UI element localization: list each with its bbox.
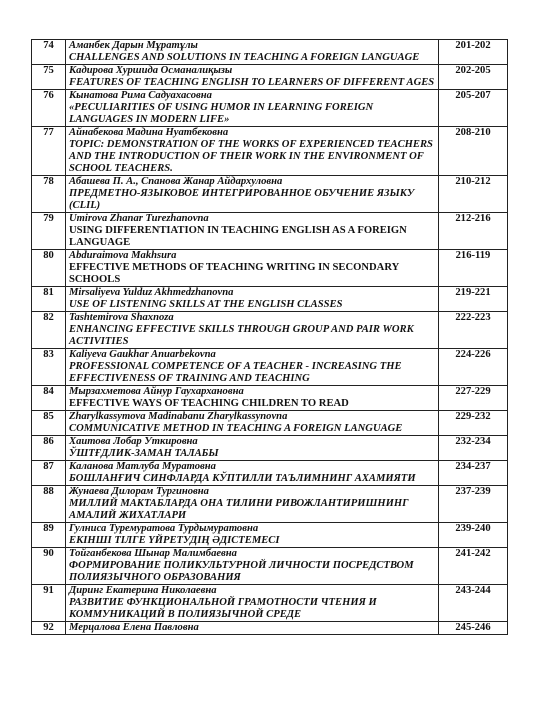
entry-number: 80 — [32, 250, 66, 287]
entry-details — [66, 585, 439, 622]
toc-row — [32, 250, 508, 287]
toc-row — [32, 622, 508, 635]
entry-number: 84 — [32, 386, 66, 411]
entry-title: БОШЛАНҒИЧ СИНФЛАРДА КЎПТИЛЛИ ТАЪЛИМНИНГ АХАМИЯТИ — [69, 473, 416, 484]
entry-pages: 201-202 — [439, 40, 508, 65]
entry-author: Аманбек Дарын Мұратұлы — [69, 40, 198, 51]
entry-details — [66, 523, 439, 548]
entry-title: USE OF LISTENING SKILLS AT THE ENGLISH CLASSES — [69, 299, 343, 310]
entry-title: ФОРМИРОВАНИЕ ПОЛИКУЛЬТУРНОЙ ЛИЧНОСТИ ПОСРЕДСТВОМ ПОЛИЯЗЫЧНОГО ОБРАЗОВАНИЯ — [69, 560, 414, 583]
entry-author: Abduraimova Makhsura — [69, 250, 177, 261]
entry-author: Мырзахметова Айнур Гаухархановна — [69, 386, 244, 397]
entry-details — [66, 65, 439, 90]
entry-pages: 227-229 — [439, 386, 508, 411]
entry-author: Кадирова Хуршида Османалиқызы — [69, 65, 233, 76]
entry-details — [66, 461, 439, 486]
entry-details — [66, 386, 439, 411]
entry-author: Mirsaliyeva Yulduz Akhmedzhanovna — [69, 287, 234, 298]
toc-row — [32, 436, 508, 461]
entry-pages: 219-221 — [439, 287, 508, 312]
entry-author: Tashtemirova Shaxnoza — [69, 312, 174, 323]
entry-pages: 202-205 — [439, 65, 508, 90]
toc-row — [32, 40, 508, 65]
entry-details — [66, 287, 439, 312]
entry-details — [66, 349, 439, 386]
toc-row — [32, 548, 508, 585]
entry-details — [66, 548, 439, 585]
toc-row — [32, 312, 508, 349]
entry-pages: 216-119 — [439, 250, 508, 287]
entry-title: FEATURES OF TEACHING ENGLISH TO LEARNERS OF DIFFERENT AGES — [69, 77, 435, 88]
entry-title: COMMUNICATIVE METHOD IN TEACHING A FOREIGN LANGUAGE — [69, 423, 403, 434]
entry-number: 91 — [32, 585, 66, 622]
entry-details — [66, 312, 439, 349]
entry-details — [66, 411, 439, 436]
entry-details — [66, 250, 439, 287]
entry-pages: 212-216 — [439, 213, 508, 250]
entry-details — [66, 486, 439, 523]
toc-row — [32, 127, 508, 176]
entry-details — [66, 127, 439, 176]
entry-pages: 234-237 — [439, 461, 508, 486]
entry-number: 83 — [32, 349, 66, 386]
entry-details — [66, 40, 439, 65]
toc-row — [32, 486, 508, 523]
entry-author: Мерцалова Елена Павловна — [69, 622, 199, 633]
toc-row — [32, 287, 508, 312]
entry-title: PROFESSIONAL COMPETENCE OF A TEACHER - INCREASING THE EFFECTIVENESS OF TRAINING AND TEACHING — [69, 361, 402, 384]
entry-number: 77 — [32, 127, 66, 176]
entry-author: Гулниса Туремуратова Турдымуратовна — [69, 523, 259, 534]
entry-details — [66, 176, 439, 213]
entry-pages: 245-246 — [439, 622, 508, 635]
entry-title: «PECULIARITIES OF USING HUMOR IN LEARNING FOREIGN LANGUAGES IN MODERN LIFE» — [69, 102, 374, 125]
entry-number: 81 — [32, 287, 66, 312]
entry-title: ЎШТҒДЛИК-ЗАМАН ТАЛАБЫ — [69, 448, 219, 459]
entry-details — [66, 622, 439, 635]
toc-row — [32, 349, 508, 386]
entry-number: 89 — [32, 523, 66, 548]
entry-title: EFFECTIVE WAYS OF TEACHING CHILDREN TO READ — [69, 398, 349, 409]
entry-pages: 229-232 — [439, 411, 508, 436]
entry-details — [66, 90, 439, 127]
entry-number: 90 — [32, 548, 66, 585]
entry-number: 85 — [32, 411, 66, 436]
entry-title: EFFECTIVE METHODS OF TEACHING WRITING IN SECONDARY SCHOOLS — [69, 262, 399, 285]
entry-number: 86 — [32, 436, 66, 461]
entry-pages: 243-244 — [439, 585, 508, 622]
entry-number: 74 — [32, 40, 66, 65]
entry-pages: 224-226 — [439, 349, 508, 386]
entry-pages: 205-207 — [439, 90, 508, 127]
toc-row — [32, 461, 508, 486]
entry-number: 78 — [32, 176, 66, 213]
entry-author: Диринг Екатерина Николаевна — [69, 585, 217, 596]
entry-number: 82 — [32, 312, 66, 349]
entry-details — [66, 213, 439, 250]
entry-author: Каланова Матлуба Муратовна — [69, 461, 216, 472]
entry-pages: 237-239 — [439, 486, 508, 523]
entry-pages: 210-212 — [439, 176, 508, 213]
entry-number: 88 — [32, 486, 66, 523]
entry-number: 92 — [32, 622, 66, 635]
entry-author: Umirova Zhanar Turezhanovna — [69, 213, 209, 224]
entry-author: Zharylkassymova Madinabanu Zharylkassynovna — [69, 411, 288, 422]
entry-number: 79 — [32, 213, 66, 250]
entry-author: Хаитова Лобар Уткировна — [69, 436, 198, 447]
entry-pages: 222-223 — [439, 312, 508, 349]
entry-author: Тойганбекова Шынар Малимбаевна — [69, 548, 237, 559]
toc-row — [32, 585, 508, 622]
entry-number: 75 — [32, 65, 66, 90]
entry-title: TOPIC: DEMONSTRATION OF THE WORKS OF EXPERIENCED TEACHERS AND THE INTRODUCTION OF THEIR WORK IN THE ENVIRONMENT OF SCHOOL TEACHERS. — [69, 139, 433, 174]
toc-row — [32, 65, 508, 90]
entry-pages: 232-234 — [439, 436, 508, 461]
toc-row — [32, 386, 508, 411]
entry-author: Айнабекова Мадина Нуатбековна — [69, 127, 229, 138]
entry-details — [66, 436, 439, 461]
entry-title: ЕКІНШІ ТІЛГЕ ҮЙРЕТУДІҢ ӘДІСТЕМЕСІ — [69, 535, 280, 546]
entry-author: Кынатова Рима Садуахасовна — [69, 90, 212, 101]
entry-title: ПРЕДМЕТНО-ЯЗЫКОВОЕ ИНТЕГРИРОВАННОЕ ОБУЧЕНИЕ ЯЗЫКУ (CLIL) — [69, 188, 415, 211]
entry-author: Абашева П. А., Спанова Жанар Айдархуловна — [69, 176, 283, 187]
toc-row — [32, 176, 508, 213]
toc-row — [32, 90, 508, 127]
entry-title: РАЗВИТИЕ ФУНКЦИОНАЛЬНОЙ ГРАМОТНОСТИ ЧТЕНИЯ И КОММУНИКАЦИЙ В ПОЛИЯЗЫЧНОЙ СРЕДЕ — [69, 597, 377, 620]
entry-number: 87 — [32, 461, 66, 486]
entry-title: ENHANCING EFFECTIVE SKILLS THROUGH GROUP AND PAIR WORK ACTIVITIES — [69, 324, 414, 347]
entry-pages: 241-242 — [439, 548, 508, 585]
entry-author: Kaliyeva Gaukhar Anuarbekovna — [69, 349, 216, 360]
entry-author: Жунаева Дилорам Тургиновна — [69, 486, 209, 497]
entry-number: 76 — [32, 90, 66, 127]
table-of-contents — [31, 39, 508, 635]
entry-pages: 208-210 — [439, 127, 508, 176]
entry-pages: 239-240 — [439, 523, 508, 548]
entry-title: USING DIFFERENTIATION IN TEACHING ENGLISH AS A FOREIGN LANGUAGE — [69, 225, 407, 248]
entry-title: CHALLENGES AND SOLUTIONS IN TEACHING A FOREIGN LANGUAGE — [69, 52, 420, 63]
entry-title: МИЛЛИЙ МАКТАБЛАРДА ОНА ТИЛИНИ РИВОЖЛАНТИРИШНИНГ АМАЛИЙ ЖИХАТЛАРИ — [69, 498, 409, 521]
toc-row — [32, 213, 508, 250]
toc-row — [32, 523, 508, 548]
toc-row — [32, 411, 508, 436]
toc-body — [32, 40, 508, 635]
